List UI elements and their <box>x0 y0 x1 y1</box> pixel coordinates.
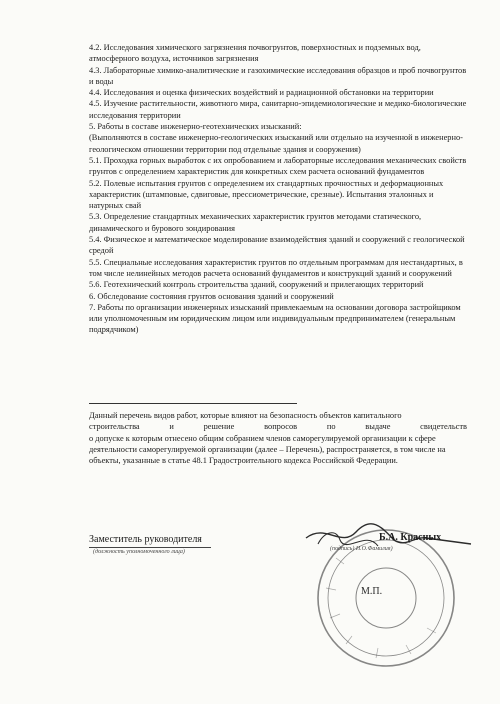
work-types-list <box>89 42 467 336</box>
list-item: (Выполняются в составе инженерно-геологических изысканий или отдельно на изученной в инженерно-геологическом отношении территории под отдельные здания и сооружения) <box>89 133 463 154</box>
footnote-word: решение <box>203 422 235 432</box>
footnote-word: вопросов <box>264 422 298 432</box>
list-item: 5.5. Специальные исследования характеристик грунтов по отдельным программам для нестандартных, в том числе нелинейных методов расчета оснований фундаментов и конструкций зданий и сооружений <box>89 257 463 278</box>
list-item: 5.4. Физическое и математическое моделирование взаимодействия зданий и сооружений с геологической средой <box>89 235 465 256</box>
footnote-justified-line <box>89 421 467 432</box>
list-item: 5.6. Геотехнический контроль строительства зданий, сооружений и прилегающих территорий <box>89 280 424 290</box>
footnote-text <box>89 410 467 466</box>
stamp-label: М.П. <box>361 586 383 597</box>
position-caption: (должность уполномоченного лица) <box>93 549 185 555</box>
list-item: 6. Обследование состояния грунтов основания зданий и сооружений <box>89 291 334 301</box>
list-item: 4.2. Исследования химического загрязнения почвогрунтов, поверхностных и подземных вод, атмосферного воздуха, источников загрязнения <box>89 43 421 64</box>
footnote-word: строительства <box>89 422 140 432</box>
footnote-line: Данный перечень видов работ, которые влияют на безопасность объектов капитального <box>89 411 402 420</box>
footnote-word: и <box>169 422 174 432</box>
signatory-name: Б.А. Красных <box>379 532 442 543</box>
list-item: 5. Работы в составе инженерно-геотехнических изысканий: <box>89 122 302 132</box>
footnote-word: по <box>326 422 336 432</box>
position-underline <box>89 547 211 548</box>
list-item: 4.3. Лабораторные химико-аналитические и газохимические исследования образцов и проб почвогрунтов и воды <box>89 65 467 86</box>
list-item: 5.3. Определение стандартных механических характеристик грунтов методами статического, динамического и бурового зондирования <box>89 212 422 233</box>
footnote-word: свидетельств <box>420 422 467 432</box>
list-item: 5.1. Проходка горных выработок с их опробованием и лабораторные исследования механических свойств грунтов с определением характеристик для конкретных схем расчета оснований фундаментов <box>89 155 467 177</box>
seal-stamp <box>296 518 496 704</box>
list-item: 7. Работы по организации инженерных изысканий привлекаемым на основании договора застройщиком или уполномоченным им юридическим лицом или индивидуальным предпринимателем (генеральным подрядчиком) <box>89 302 461 335</box>
list-item: 5.2. Полевые испытания грунтов с определением их стандартных прочностных и деформационных характеристик (штамповые, сдвиговые, прессиометрические, срезные). Испытания эталонных и натурных свай <box>89 178 444 211</box>
signatory-position: Заместитель руководителя <box>89 534 202 545</box>
name-caption: (подпись) И.О.Фамилия) <box>330 546 393 552</box>
list-item: 4.4. Исследования и оценка физических воздействий и радиационной обстановки на территории <box>89 88 434 98</box>
footnote-divider <box>89 403 297 404</box>
footnote-word: выдаче <box>365 422 391 432</box>
footnote-line: о допуске к которым отнесено общим собранием членов саморегулируемой организации к сфере деятельности саморегулируемой организации (далее – Перечень), распространяется, в том числе на объекты, указанные в статье 48.1 Градостроительного кодекса Российской Федерации. <box>89 433 446 466</box>
list-item: 4.5. Изучение растительности, животного мира, санитарно-эпидемиологические и медико-биологические исследования территории <box>89 99 467 120</box>
